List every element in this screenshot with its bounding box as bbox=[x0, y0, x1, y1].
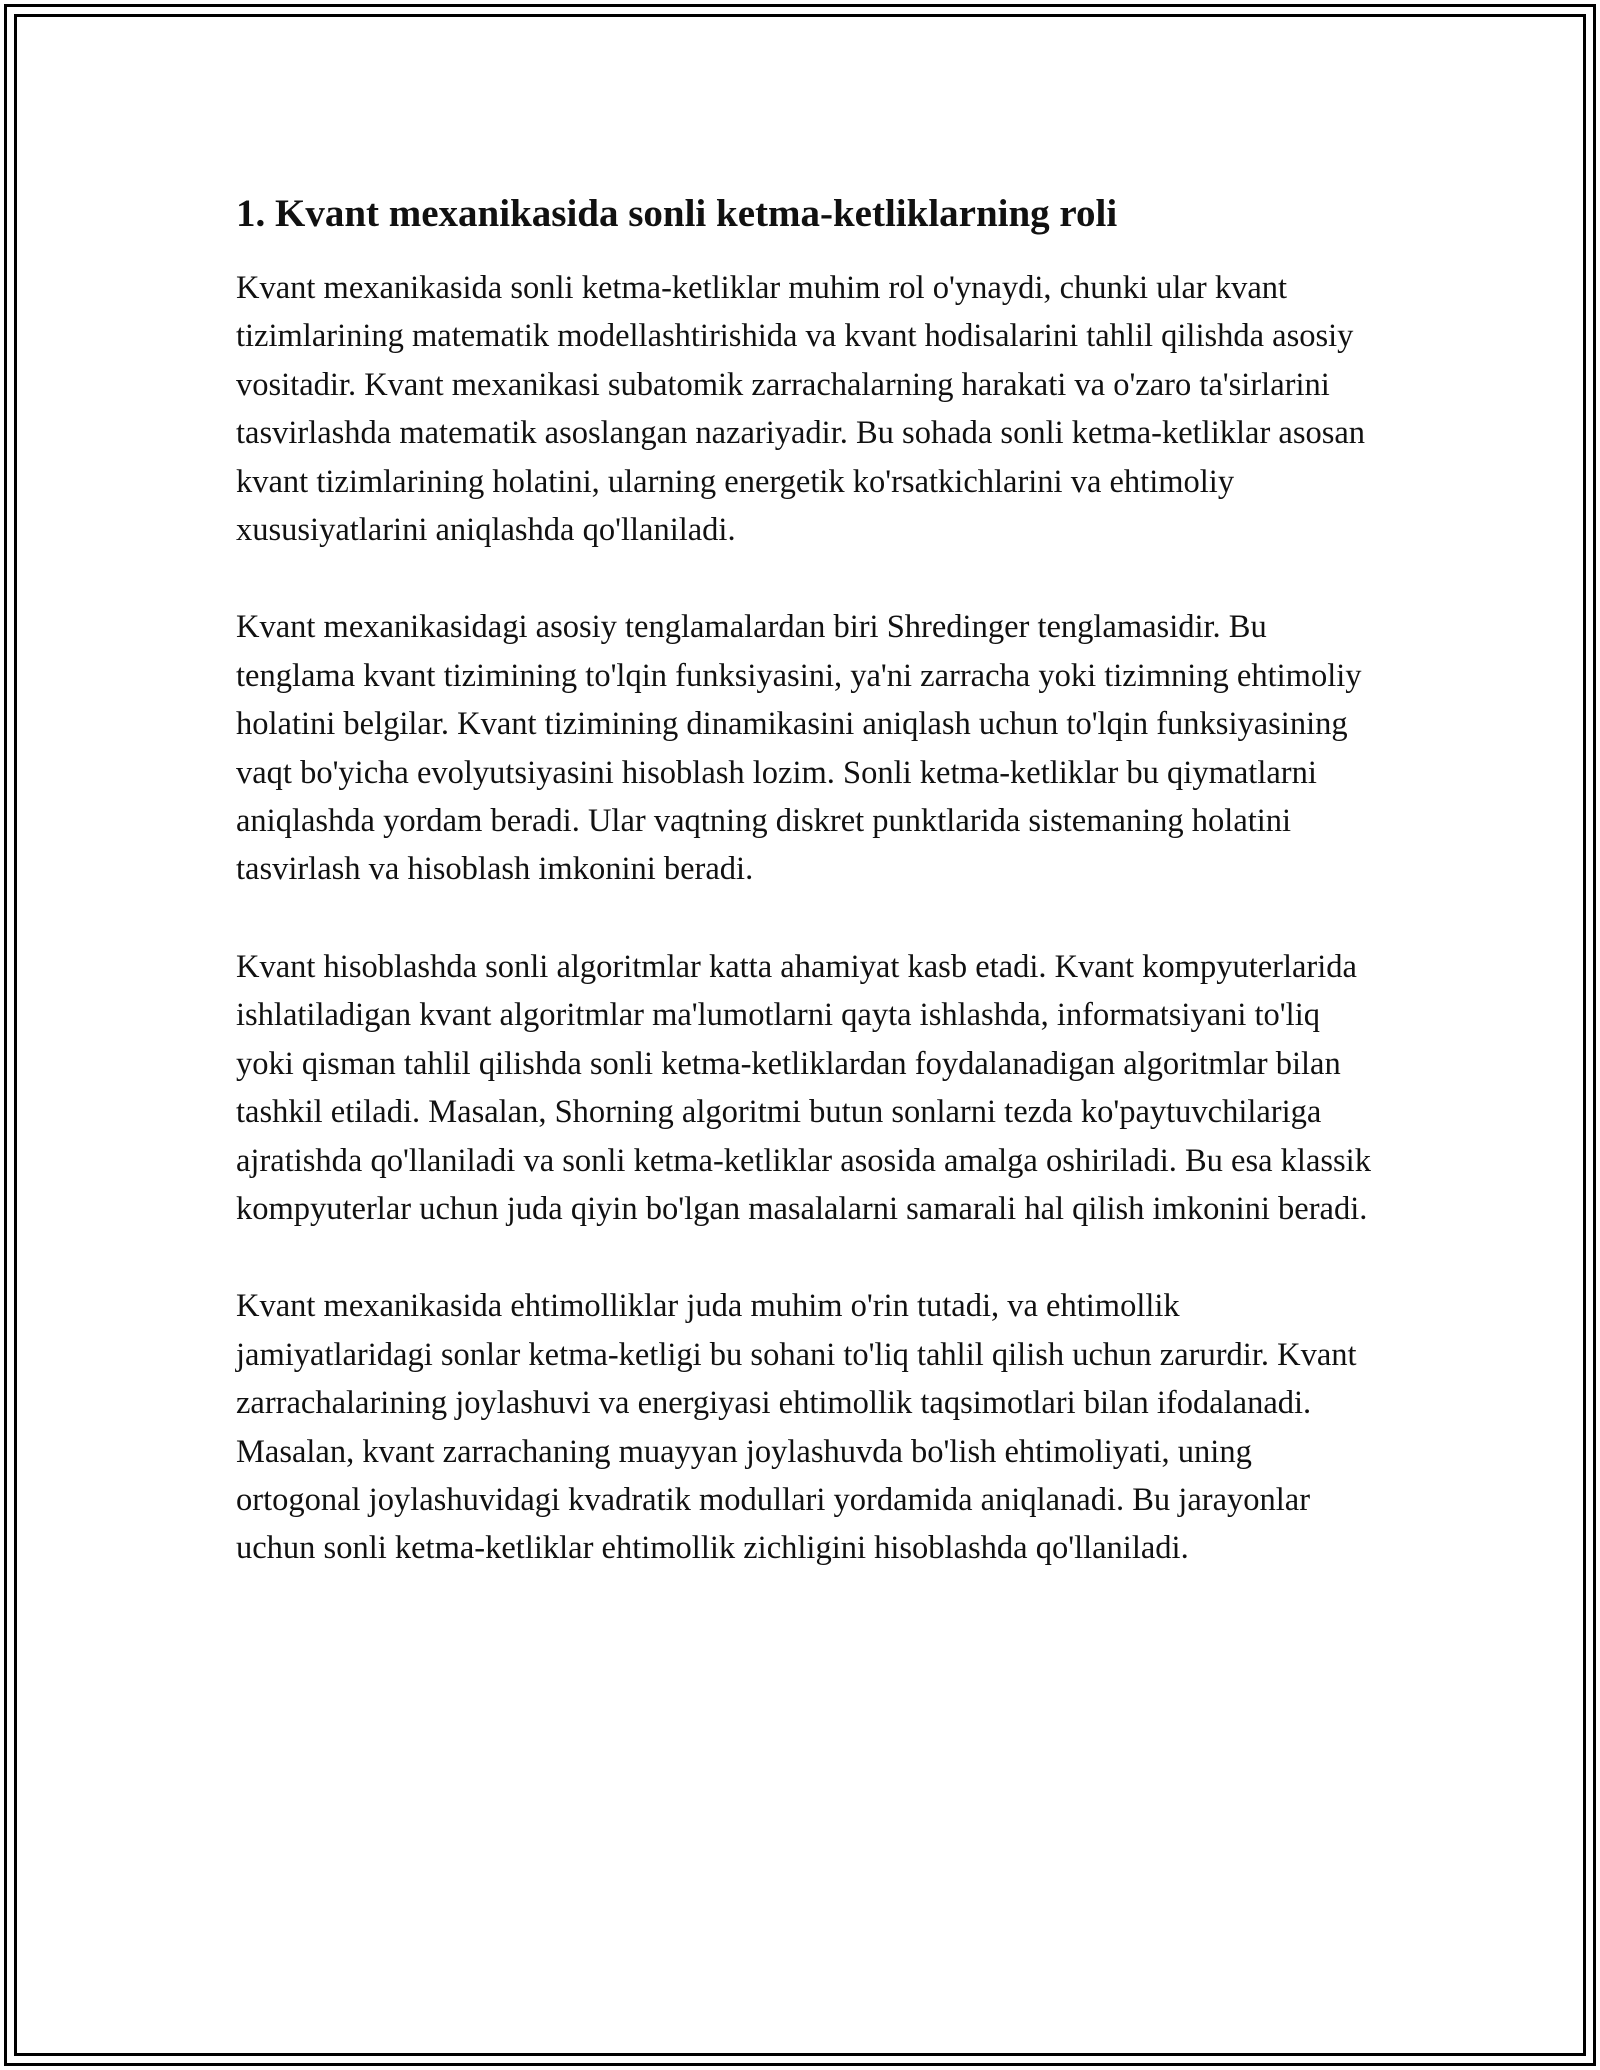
paragraph-3: Kvant hisoblashda sonli algoritmlar katta ahamiyat kasb etadi. Kvant kompyuterlarida ishlatiladigan kvant algoritmlar ma'lumotlarni qayta ishlashda, informatsiyani to'liq yoki qisman tahlil qilishda sonli ketma-ketliklardan foydalanadigan algoritmlar bilan tashkil etiladi. Masalan, Shorning algoritmi butun sonlarni tezda ko'paytuvchilariga ajratishda qo'llaniladi va sonli ketma-ketliklar asosida amalga oshiriladi. Bu esa klassik kompyuterlar uchun juda qiyin bo'lgan masalalarni samarali hal qilish imkonini beradi. bbox=[236, 948, 1371, 1227]
paragraph-4: Kvant mexanikasida ehtimolliklar juda muhim o'rin tutadi, va ehtimollik jamiyatlaridagi sonlar ketma-ketligi bu sohani to'liq tahlil qilish uchun zarurdir. Kvant zarrachalarining joylashuvi va energiyasi ehtimollik taqsimotlari bilan ifodalanadi. Masalan, kvant zarrachaning muayyan joylashuvda bo'lish ehtimoliyati, uning ortogonal joylashuvidagi kvadratik modullari yordamida aniqlanadi. Bu jarayonlar uchun sonli ketma-ketliklar ehtimollik zichligini hisoblashda qo'llaniladi. bbox=[236, 1288, 1357, 1567]
paragraph-1: Kvant mexanikasida sonli ketma-ketliklar muhim rol o'ynaydi, chunki ular kvant tizimlarining matematik modellashtirishida va kvant hodisalarini tahlil qilishda asosiy vositadir. Kvant mexanikasi subatomik zarrachalarning harakati va o'zaro ta'sirlarini tasvirlashda matematik asoslangan nazariyadir. Bu sohada sonli ketma-ketliklar asosan kvant tizimlarining holatini, ularning energetik ko'rsatkichlarini va ehtimoliy xususiyatlarini aniqlashda qo'llaniladi. bbox=[236, 270, 1366, 549]
document-body bbox=[236, 186, 1376, 1622]
section-heading: 1. Kvant mexanikasida sonli ketma-ketliklarning roli bbox=[236, 192, 1118, 235]
paragraph-2: Kvant mexanikasidagi asosiy tenglamalardan biri Shredinger tenglamasidir. Bu tenglama kvant tizimining to'lqin funksiyasini, ya'ni zarracha yoki tizimning ehtimoliy holatini belgilar. Kvant tizimining dinamikasini aniqlash uchun to'lqin funksiyasining vaqt bo'yicha evolyutsiyasini hisoblash lozim. Sonli ketma-ketliklar bu qiymatlarni aniqlashda yordam beradi. Ular vaqtning diskret punktlarida sistemaning holatini tasvirlash va hisoblash imkonini beradi. bbox=[236, 609, 1362, 888]
